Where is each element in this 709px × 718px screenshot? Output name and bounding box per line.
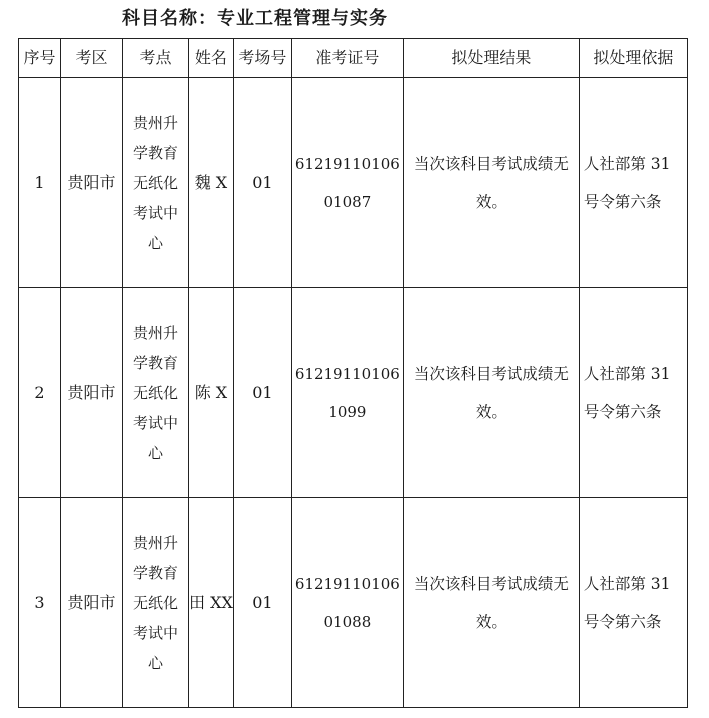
- cell-seq: 3: [19, 498, 61, 708]
- cell-venue: 贵州升学教育无纸化考试中心: [123, 78, 189, 288]
- cell-name: 陈 X: [189, 288, 234, 498]
- cell-venue: 贵州升学教育无纸化考试中心: [123, 288, 189, 498]
- header-ticket: 准考证号: [291, 39, 403, 78]
- cell-district: 贵阳市: [61, 498, 123, 708]
- cell-room: 01: [233, 498, 291, 708]
- header-room: 考场号: [233, 39, 291, 78]
- cell-basis: 人社部第 31 号令第六条: [579, 78, 687, 288]
- header-basis: 拟处理依据: [579, 39, 687, 78]
- header-district: 考区: [61, 39, 123, 78]
- table-row: [19, 498, 688, 708]
- cell-district: 贵阳市: [61, 288, 123, 498]
- cell-ticket: 6121911010601087: [291, 78, 403, 288]
- cell-result: 当次该科目考试成绩无效。: [403, 78, 579, 288]
- header-result: 拟处理结果: [403, 39, 579, 78]
- document-title: 科目名称：专业工程管理与实务: [122, 8, 388, 29]
- cell-basis: 人社部第 31 号令第六条: [579, 498, 687, 708]
- cell-room: 01: [233, 288, 291, 498]
- cell-name: 田 XX: [189, 498, 234, 708]
- header-name: 姓名: [189, 39, 234, 78]
- cell-ticket: 6121911010601088: [291, 498, 403, 708]
- cell-result: 当次该科目考试成绩无效。: [403, 288, 579, 498]
- cell-result: 当次该科目考试成绩无效。: [403, 498, 579, 708]
- cell-room: 01: [233, 78, 291, 288]
- header-row: [19, 39, 688, 78]
- table-row: [19, 78, 688, 288]
- table-row: [19, 288, 688, 498]
- cell-seq: 2: [19, 288, 61, 498]
- cell-seq: 1: [19, 78, 61, 288]
- header-seq: 序号: [19, 39, 61, 78]
- cell-basis: 人社部第 31 号令第六条: [579, 288, 687, 498]
- header-venue: 考点: [123, 39, 189, 78]
- cell-venue: 贵州升学教育无纸化考试中心: [123, 498, 189, 708]
- cell-district: 贵阳市: [61, 78, 123, 288]
- cell-name: 魏 X: [189, 78, 234, 288]
- results-table: [18, 38, 688, 708]
- cell-ticket: 612191101061099: [291, 288, 403, 498]
